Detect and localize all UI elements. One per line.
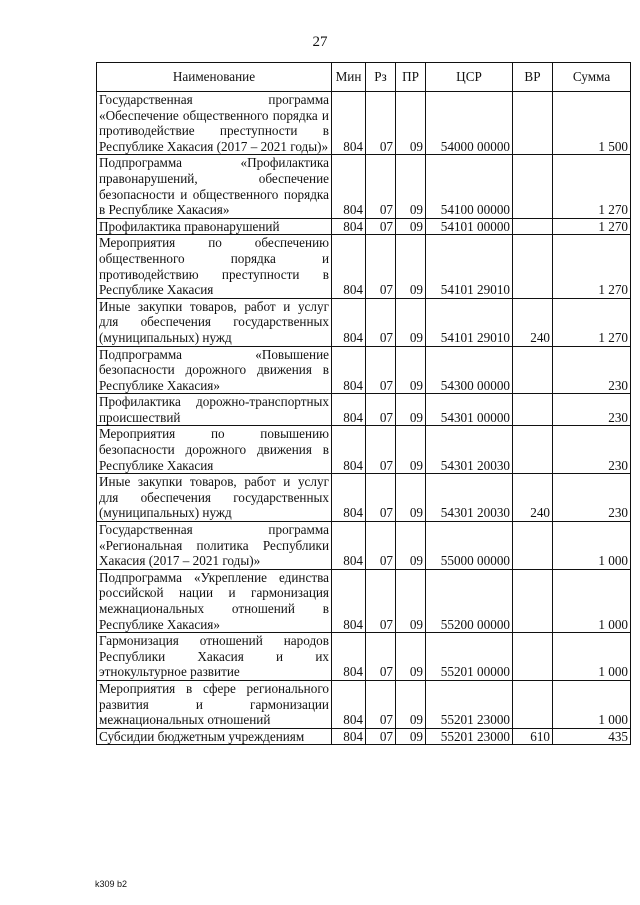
cell-min: 804	[332, 92, 366, 155]
cell-vr	[513, 346, 553, 394]
cell-csr: 54101 00000	[426, 218, 513, 235]
table-row	[97, 522, 631, 570]
cell-sum: 1 270	[553, 298, 631, 346]
header-sum: Сумма	[553, 63, 631, 92]
cell-sum: 1 270	[553, 235, 631, 298]
cell-csr: 55201 00000	[426, 633, 513, 681]
cell-pr: 09	[396, 394, 426, 426]
cell-name: Субсидии бюджетным учреждениям	[97, 728, 332, 745]
cell-csr: 54000 00000	[426, 92, 513, 155]
cell-pr: 09	[396, 728, 426, 745]
cell-sum: 1 270	[553, 218, 631, 235]
cell-sum: 1 500	[553, 92, 631, 155]
table-body	[97, 92, 631, 745]
cell-sum: 435	[553, 728, 631, 745]
cell-name: Подпрограмма «Повышение безопасности дорожного движения в Республике Хакасия»	[97, 346, 332, 394]
cell-pr: 09	[396, 680, 426, 728]
cell-name: Профилактика дорожно-транспортных происшествий	[97, 394, 332, 426]
cell-name: Иные закупки товаров, работ и услуг для обеспечения государственных (муниципальных) нужд	[97, 298, 332, 346]
table-row	[97, 394, 631, 426]
cell-vr	[513, 218, 553, 235]
cell-name: Государственная программа «Обеспечение общественного порядка и противодействие преступности в Республике Хакасия (2017 – 2021 годы)»	[97, 92, 332, 155]
cell-pr: 09	[396, 426, 426, 474]
cell-rz: 07	[366, 426, 396, 474]
table-row	[97, 728, 631, 745]
table-row	[97, 155, 631, 218]
cell-rz: 07	[366, 218, 396, 235]
cell-name: Профилактика правонарушений	[97, 218, 332, 235]
cell-vr	[513, 155, 553, 218]
cell-sum: 230	[553, 474, 631, 522]
cell-rz: 07	[366, 235, 396, 298]
cell-csr: 54300 00000	[426, 346, 513, 394]
cell-min: 804	[332, 474, 366, 522]
footer-code: k309 b2	[95, 879, 128, 889]
cell-rz: 07	[366, 298, 396, 346]
cell-min: 804	[332, 680, 366, 728]
cell-rz: 07	[366, 474, 396, 522]
cell-pr: 09	[396, 298, 426, 346]
cell-vr	[513, 522, 553, 570]
cell-name: Государственная программа «Региональная политика Республики Хакасия (2017 – 2021 годы)»	[97, 522, 332, 570]
cell-pr: 09	[396, 218, 426, 235]
cell-sum: 230	[553, 346, 631, 394]
table-header-row	[97, 63, 631, 92]
cell-pr: 09	[396, 633, 426, 681]
cell-pr: 09	[396, 346, 426, 394]
header-name: Наименование	[97, 63, 332, 92]
cell-vr	[513, 394, 553, 426]
cell-csr: 55201 23000	[426, 680, 513, 728]
cell-vr: 240	[513, 474, 553, 522]
cell-sum: 1 270	[553, 155, 631, 218]
table-row	[97, 298, 631, 346]
cell-csr: 54100 00000	[426, 155, 513, 218]
table-row	[97, 235, 631, 298]
cell-vr	[513, 235, 553, 298]
cell-sum: 1 000	[553, 569, 631, 632]
header-vr: ВР	[513, 63, 553, 92]
cell-vr	[513, 633, 553, 681]
cell-min: 804	[332, 633, 366, 681]
cell-csr: 54301 20030	[426, 474, 513, 522]
cell-pr: 09	[396, 474, 426, 522]
cell-min: 804	[332, 569, 366, 632]
cell-pr: 09	[396, 235, 426, 298]
cell-sum: 1 000	[553, 633, 631, 681]
cell-sum: 1 000	[553, 680, 631, 728]
cell-vr: 240	[513, 298, 553, 346]
cell-vr	[513, 92, 553, 155]
cell-rz: 07	[366, 92, 396, 155]
cell-name: Мероприятия по повышению безопасности дорожного движения в Республике Хакасия	[97, 426, 332, 474]
cell-pr: 09	[396, 522, 426, 570]
header-rz: Рз	[366, 63, 396, 92]
cell-sum: 230	[553, 426, 631, 474]
cell-rz: 07	[366, 394, 396, 426]
cell-name: Гармонизация отношений народов Республики Хакасия и их этнокультурное развитие	[97, 633, 332, 681]
cell-min: 804	[332, 728, 366, 745]
table-row	[97, 474, 631, 522]
cell-min: 804	[332, 426, 366, 474]
cell-name: Иные закупки товаров, работ и услуг для обеспечения государственных (муниципальных) нужд	[97, 474, 332, 522]
header-pr: ПР	[396, 63, 426, 92]
cell-sum: 230	[553, 394, 631, 426]
cell-csr: 55201 23000	[426, 728, 513, 745]
cell-min: 804	[332, 394, 366, 426]
table-row	[97, 218, 631, 235]
cell-name: Подпрограмма «Укрепление единства российской нации и гармонизация межнациональных отношений в Республике Хакасия»	[97, 569, 332, 632]
table-row	[97, 633, 631, 681]
cell-csr: 54301 00000	[426, 394, 513, 426]
cell-pr: 09	[396, 155, 426, 218]
cell-sum: 1 000	[553, 522, 631, 570]
table-row	[97, 426, 631, 474]
cell-min: 804	[332, 235, 366, 298]
cell-name: Мероприятия по обеспечению общественного порядка и противодействию преступности в Республике Хакасия	[97, 235, 332, 298]
cell-pr: 09	[396, 569, 426, 632]
cell-min: 804	[332, 218, 366, 235]
cell-min: 804	[332, 522, 366, 570]
header-min: Мин	[332, 63, 366, 92]
cell-rz: 07	[366, 728, 396, 745]
budget-table	[96, 62, 631, 745]
cell-rz: 07	[366, 680, 396, 728]
table-row	[97, 346, 631, 394]
table-row	[97, 569, 631, 632]
cell-rz: 07	[366, 522, 396, 570]
cell-vr: 610	[513, 728, 553, 745]
cell-rz: 07	[366, 633, 396, 681]
cell-vr	[513, 680, 553, 728]
cell-min: 804	[332, 155, 366, 218]
cell-pr: 09	[396, 92, 426, 155]
cell-min: 804	[332, 298, 366, 346]
cell-vr	[513, 569, 553, 632]
cell-csr: 55000 00000	[426, 522, 513, 570]
cell-csr: 54301 20030	[426, 426, 513, 474]
header-csr: ЦСР	[426, 63, 513, 92]
cell-rz: 07	[366, 155, 396, 218]
cell-vr	[513, 426, 553, 474]
table-row	[97, 92, 631, 155]
cell-csr: 54101 29010	[426, 298, 513, 346]
cell-name: Подпрограмма «Профилактика правонарушений, обеспечение безопасности и общественного порядка в Республике Хакасия»	[97, 155, 332, 218]
cell-name: Мероприятия в сфере регионального развития и гармонизации межнациональных отношений	[97, 680, 332, 728]
page-number: 27	[312, 34, 328, 50]
cell-csr: 54101 29010	[426, 235, 513, 298]
cell-rz: 07	[366, 346, 396, 394]
cell-min: 804	[332, 346, 366, 394]
table-row	[97, 680, 631, 728]
cell-rz: 07	[366, 569, 396, 632]
cell-csr: 55200 00000	[426, 569, 513, 632]
